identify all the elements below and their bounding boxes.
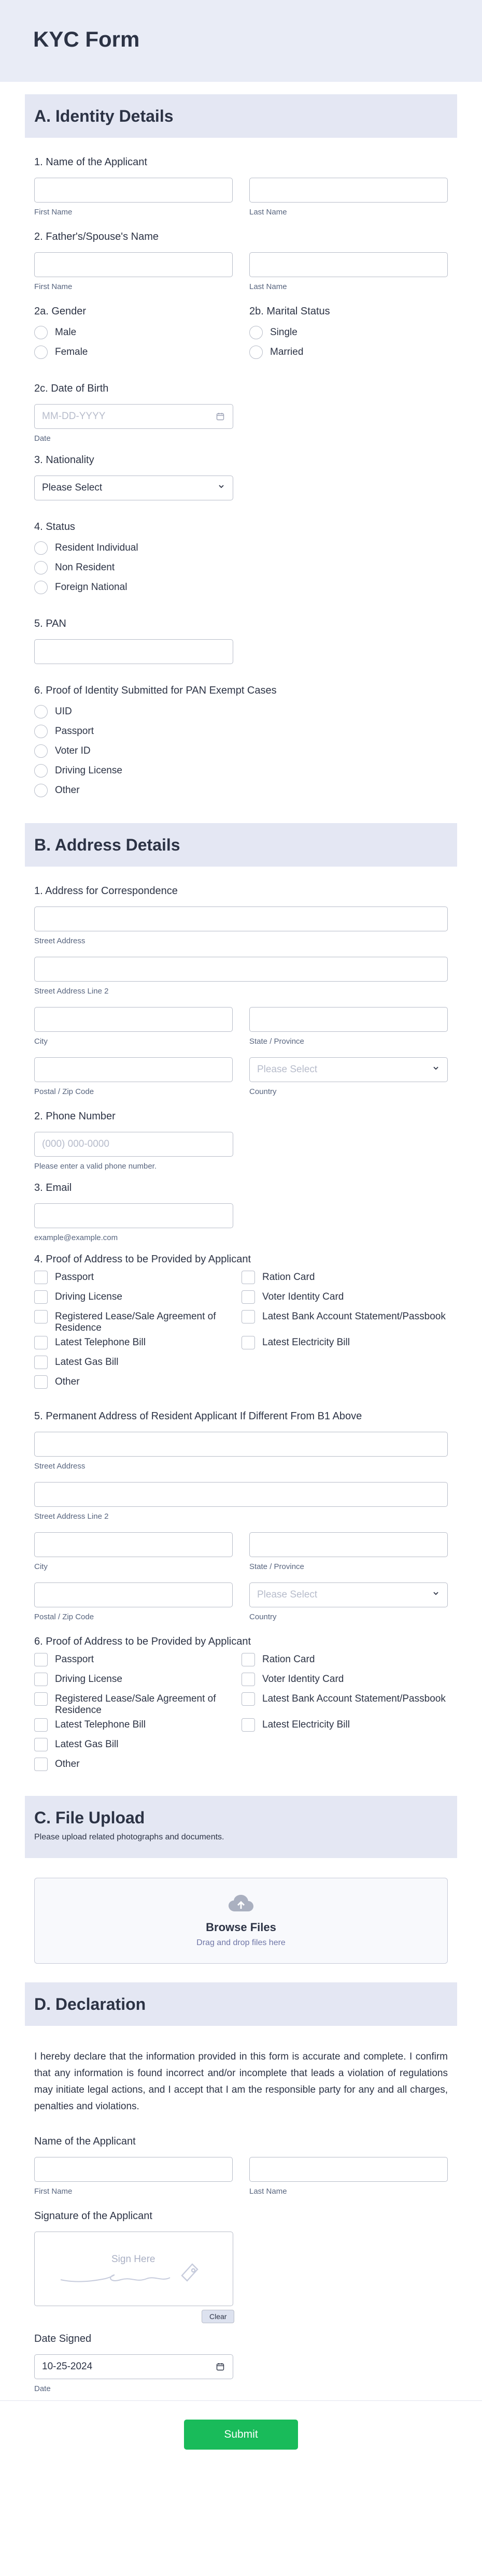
checkbox-icon[interactable]: [34, 1718, 48, 1732]
poa2-option-gas-bill[interactable]: Latest Gas Bill: [34, 1736, 242, 1755]
chevron-down-icon: [433, 1065, 439, 1071]
poi-option-voter-id[interactable]: Voter ID: [34, 741, 448, 761]
checkbox-icon[interactable]: [242, 1673, 255, 1686]
email-sublabel: example@example.com: [34, 1233, 118, 1242]
submit-button[interactable]: Submit: [184, 2420, 298, 2450]
declaration-text: I hereby declare that the information provided in this form is accurate and complete. I confirm that any information is found incorrect and/or incomplete that leads a violation of regulations may initiate legal actions, and I accept that I am the responsible party for any and all charges, penalties and violations.: [34, 2051, 448, 2112]
father-last-name-input[interactable]: [249, 252, 448, 277]
browse-files-label[interactable]: Browse Files: [206, 1921, 276, 1934]
pan-label: 5. PAN: [34, 618, 66, 629]
identity-section-header: [25, 94, 457, 138]
date-signed-input[interactable]: 10-25-2024: [34, 2354, 233, 2379]
declaration-name-label: Name of the Applicant: [34, 2136, 136, 2147]
email-input[interactable]: [34, 1203, 233, 1228]
city-sublabel: City: [34, 1037, 48, 1046]
phone-sublabel: Please enter a valid phone number.: [34, 1162, 157, 1171]
corr-state-input[interactable]: [249, 1007, 448, 1032]
checkbox-icon[interactable]: [34, 1653, 48, 1666]
identity-section: [25, 94, 457, 2393]
last-name-sublabel: Last Name: [249, 208, 287, 217]
declaration-last-name-sublabel: Last Name: [249, 2187, 287, 2196]
radio-icon[interactable]: [34, 744, 48, 758]
perm-street-sublabel: Street Address: [34, 1462, 86, 1471]
street-sublabel: Street Address: [34, 937, 86, 945]
dob-sublabel: Date: [34, 434, 51, 443]
file-upload-dropzone[interactable]: [34, 1878, 448, 1964]
father-name-label: 2. Father's/Spouse's Name: [34, 231, 159, 242]
corr-street2-input[interactable]: [34, 957, 448, 982]
status-label: 4. Status: [34, 521, 75, 533]
signature-label: Signature of the Applicant: [34, 2210, 152, 2222]
chevron-down-icon: [218, 483, 224, 490]
checkbox-icon[interactable]: [242, 1653, 255, 1666]
last-name-input[interactable]: [249, 178, 448, 203]
poa2-option-voter-card[interactable]: Voter Identity Card: [242, 1671, 449, 1690]
father-first-name-input[interactable]: [34, 252, 233, 277]
declaration-last-name-input[interactable]: [249, 2157, 448, 2182]
checkbox-icon[interactable]: [242, 1290, 255, 1304]
dob-input[interactable]: MM-DD-YYYY: [34, 404, 233, 429]
poa-option-gas-bill[interactable]: Latest Gas Bill: [34, 1354, 242, 1373]
corr-street-input[interactable]: [34, 906, 448, 931]
poa-option-electricity-bill[interactable]: Latest Electricity Bill: [242, 1334, 449, 1354]
address-section-title: B. Address Details: [34, 836, 180, 854]
poa2-option-lease[interactable]: Registered Lease/Sale Agreement of Residence: [34, 1690, 242, 1716]
signature-scribble-icon: [59, 2253, 214, 2289]
poa-option-telephone-bill[interactable]: Latest Telephone Bill: [34, 1334, 242, 1354]
gender-option-male[interactable]: Male: [34, 323, 233, 342]
declaration-first-name-sublabel: First Name: [34, 2187, 73, 2196]
identity-section-title: A. Identity Details: [34, 107, 174, 125]
poa-label: 4. Proof of Address to be Provided by Applicant: [34, 1254, 251, 1265]
dob-label: 2c. Date of Birth: [34, 383, 109, 394]
nationality-label: 3. Nationality: [34, 454, 94, 466]
postal-sublabel: Postal / Zip Code: [34, 1087, 94, 1096]
radio-icon[interactable]: [34, 705, 48, 718]
perm-postal-sublabel: Postal / Zip Code: [34, 1613, 94, 1621]
poi-option-passport[interactable]: Passport: [34, 722, 448, 741]
perm-country-sublabel: Country: [249, 1613, 277, 1621]
phone-label: 2. Phone Number: [34, 1111, 116, 1122]
checkbox-icon[interactable]: [34, 1375, 48, 1389]
first-name-sublabel: First Name: [34, 208, 73, 217]
state-sublabel: State / Province: [249, 1037, 304, 1046]
status-option-non-resident[interactable]: Non Resident: [34, 558, 448, 578]
drag-drop-hint: Drag and drop files here: [196, 1938, 286, 1947]
radio-icon[interactable]: [34, 326, 48, 339]
perm-street-input[interactable]: [34, 1432, 448, 1457]
email-label: 3. Email: [34, 1182, 72, 1193]
father-first-name-sublabel: First Name: [34, 282, 73, 291]
phone-input[interactable]: (000) 000-0000: [34, 1132, 233, 1157]
radio-icon[interactable]: [249, 346, 263, 359]
perm-country-select[interactable]: Please Select: [249, 1582, 448, 1607]
correspondence-label: 1. Address for Correspondence: [34, 885, 178, 897]
poa-option-driving-license[interactable]: Driving License: [34, 1288, 242, 1308]
street2-sublabel: Street Address Line 2: [34, 987, 109, 996]
checkbox-icon[interactable]: [34, 1356, 48, 1369]
poi-option-uid[interactable]: UID: [34, 702, 448, 722]
checkbox-icon[interactable]: [34, 1310, 48, 1323]
gender-option-female[interactable]: Female: [34, 342, 233, 362]
poa-option-voter-card[interactable]: Voter Identity Card: [242, 1288, 449, 1308]
radio-icon[interactable]: [34, 784, 48, 797]
calendar-icon[interactable]: [216, 2363, 224, 2371]
checkbox-icon[interactable]: [34, 1692, 48, 1706]
declaration-section-header: [25, 1982, 457, 2026]
perm-postal-input[interactable]: [34, 1582, 233, 1607]
perm-state-sublabel: State / Province: [249, 1562, 304, 1571]
permanent-address-label: 5. Permanent Address of Resident Applicant If Different From B1 Above: [34, 1411, 362, 1422]
calendar-icon[interactable]: [216, 412, 224, 421]
radio-icon[interactable]: [34, 764, 48, 778]
poa2-option-telephone-bill[interactable]: Latest Telephone Bill: [34, 1716, 242, 1736]
checkbox-icon[interactable]: [242, 1718, 255, 1732]
cloud-upload-icon: [228, 1894, 254, 1913]
status-option-resident[interactable]: Resident Individual: [34, 538, 448, 558]
checkbox-icon[interactable]: [242, 1692, 255, 1706]
perm-city-input[interactable]: [34, 1532, 233, 1557]
poa-option-other[interactable]: Other: [34, 1373, 242, 1393]
checkbox-icon[interactable]: [34, 1673, 48, 1686]
upload-section-subtitle: Please upload related photographs and documents.: [34, 1833, 224, 1841]
country-sublabel: Country: [249, 1087, 277, 1096]
pan-input[interactable]: [34, 639, 233, 664]
applicant-name-label: 1. Name of the Applicant: [34, 156, 147, 168]
chevron-down-icon: [433, 1590, 439, 1596]
perm-street2-input[interactable]: [34, 1482, 448, 1507]
perm-city-sublabel: City: [34, 1562, 48, 1571]
poi-option-driving-license[interactable]: Driving License: [34, 761, 448, 781]
radio-icon[interactable]: [34, 346, 48, 359]
poa-checkbox-group: [34, 1269, 448, 1393]
radio-icon[interactable]: [34, 561, 48, 574]
marital-status-label: 2b. Marital Status: [249, 306, 330, 317]
date-signed-label: Date Signed: [34, 2333, 92, 2344]
poa2-option-other[interactable]: Other: [34, 1755, 242, 1775]
checkbox-icon[interactable]: [242, 1336, 255, 1349]
corr-country-select[interactable]: Please Select: [249, 1057, 448, 1082]
poa-option-lease[interactable]: Registered Lease/Sale Agreement of Residence: [34, 1308, 242, 1334]
marital-option-single[interactable]: Single: [249, 323, 448, 342]
form-header: [0, 0, 482, 82]
checkbox-icon[interactable]: [34, 1271, 48, 1284]
perm-street2-sublabel: Street Address Line 2: [34, 1512, 109, 1521]
poa2-checkbox-group: [34, 1651, 448, 1775]
date-signed-sublabel: Date: [34, 2384, 51, 2393]
poa2-option-ration-card[interactable]: Ration Card: [242, 1651, 449, 1671]
perm-state-input[interactable]: [249, 1532, 448, 1557]
radio-icon[interactable]: [34, 725, 48, 738]
poa-option-ration-card[interactable]: Ration Card: [242, 1269, 449, 1288]
poa2-option-driving-license[interactable]: Driving License: [34, 1671, 242, 1690]
declaration-section-title: D. Declaration: [34, 1995, 146, 2013]
checkbox-icon[interactable]: [34, 1738, 48, 1751]
poa2-option-electricity-bill[interactable]: Latest Electricity Bill: [242, 1716, 449, 1736]
upload-section-header: [25, 1796, 457, 1858]
poa-option-passport[interactable]: Passport: [34, 1269, 242, 1288]
poi-option-other[interactable]: Other: [34, 781, 448, 800]
checkbox-icon[interactable]: [34, 1336, 48, 1349]
poa2-option-bank-statement[interactable]: Latest Bank Account Statement/Passbook: [242, 1690, 449, 1716]
upload-section-title: C. File Upload: [34, 1808, 145, 1827]
gender-label: 2a. Gender: [34, 306, 87, 317]
checkbox-icon[interactable]: [242, 1271, 255, 1284]
first-name-input[interactable]: [34, 178, 233, 203]
form-footer: [0, 2400, 482, 2468]
marital-option-married[interactable]: Married: [249, 342, 448, 362]
checkbox-icon[interactable]: [34, 1758, 48, 1771]
clear-signature-button[interactable]: Clear: [202, 2310, 234, 2323]
declaration-first-name-input[interactable]: [34, 2157, 233, 2182]
sign-here-hint: Sign Here: [111, 2254, 155, 2265]
poa2-label: 6. Proof of Address to be Provided by Applicant: [34, 1636, 251, 1647]
form-title: KYC Form: [33, 27, 140, 51]
checkbox-icon[interactable]: [242, 1310, 255, 1323]
signature-pad[interactable]: [34, 2232, 233, 2321]
radio-icon[interactable]: [34, 541, 48, 555]
status-option-foreign[interactable]: Foreign National: [34, 578, 448, 597]
poa-option-bank-statement[interactable]: Latest Bank Account Statement/Passbook: [242, 1308, 449, 1334]
father-last-name-sublabel: Last Name: [249, 282, 287, 291]
corr-city-input[interactable]: [34, 1007, 233, 1032]
nationality-select[interactable]: Please Select: [34, 476, 233, 500]
radio-icon[interactable]: [34, 581, 48, 594]
checkbox-icon[interactable]: [34, 1290, 48, 1304]
poi-label: 6. Proof of Identity Submitted for PAN Exempt Cases: [34, 685, 277, 696]
address-section-header: [25, 823, 457, 867]
corr-postal-input[interactable]: [34, 1057, 233, 1082]
poa2-option-passport[interactable]: Passport: [34, 1651, 242, 1671]
radio-icon[interactable]: [249, 326, 263, 339]
